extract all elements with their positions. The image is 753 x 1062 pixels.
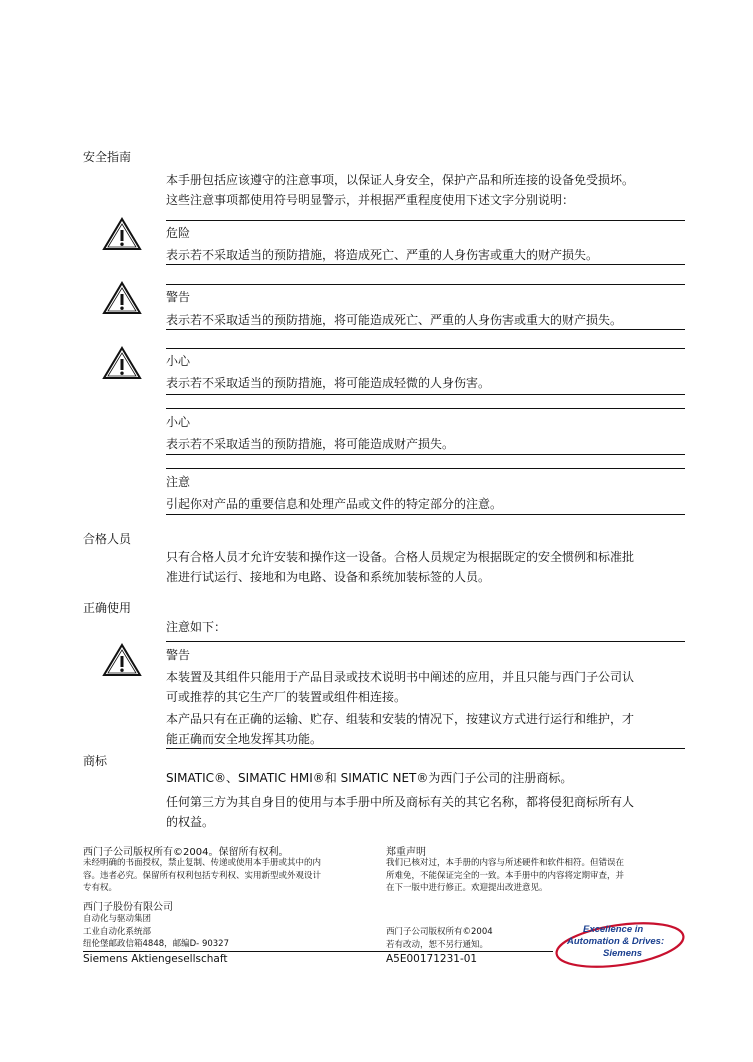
proper-use-line: 本产品只有在正确的运输、贮存、组装和安装的情况下，按建议方式进行运行和维护，才: [166, 712, 635, 726]
block-rule-bottom: [166, 454, 685, 455]
safety-intro-line: 这些注意事项都使用符号明显警示，并根据严重程度使用下述文字分别说明：: [166, 193, 575, 207]
block-text-notice: 引起你对产品的重要信息和处理产品或文件的特定部分的注意。: [166, 497, 503, 511]
proper-use-line: 可或推荐的其它生产厂的装置或组件相连接。: [166, 690, 407, 704]
address-line: 工业自动化系统部: [83, 926, 152, 937]
block-rule-bottom: [166, 264, 685, 265]
safety-intro-line: 本手册包括应该遵守的注意事项，以保证人身安全，保护产品和所连接的设备免受损坏。: [166, 173, 635, 187]
trademarks-line: SIMATIC®、SIMATIC HMI®和 SIMATIC NET®为西门子公司的注册商标。: [166, 771, 573, 785]
disclaimer-text: [386, 857, 681, 895]
safety-intro: [166, 170, 686, 210]
logo-line-2: Automation & Drives:: [567, 936, 665, 947]
block-rule-bottom: [166, 394, 685, 395]
section-label-safety: 安全指南: [83, 150, 132, 164]
disclaimer-title: 郑重声明: [386, 847, 426, 858]
disclaimer-line: 在下一版中进行修正。欢迎提出改进意见。: [386, 883, 548, 893]
warning-triangle-icon: [102, 281, 142, 315]
block-rule-bottom: [166, 514, 685, 515]
block-rule-top: [166, 641, 685, 642]
block-title-warning: 警告: [166, 290, 191, 304]
section-label-proper-use: 正确使用: [83, 601, 132, 615]
copyright-line: 容。违者必究。保留所有权利包括专利权、实用新型或外观设计: [83, 870, 322, 881]
block-rule-top: [166, 468, 685, 469]
block-text-warning: 表示若不采取适当的预防措施，将可能造成死亡、严重的人身伤害或重大的财产损失。: [166, 313, 623, 327]
block-title-danger: 危险: [166, 226, 191, 240]
copyright-2004: 西门子公司版权所有©2004: [386, 927, 493, 937]
siemens-logo: [553, 918, 687, 970]
disclaimer-line: 所难免，不能保证完全的一致。本手册中的内容将定期审查，并: [386, 870, 625, 881]
warning-triangle-icon: [102, 346, 142, 380]
company-address: [83, 913, 229, 951]
logo-line-3: Siemens: [603, 948, 643, 959]
block-text-caution-property: 表示若不采取适当的预防措施，将可能造成财产损失。: [166, 437, 455, 451]
change-notice: 若有改动，恕不另行通知。: [386, 940, 489, 950]
trademarks-para-line: 任何第三方为其自身目的使用与本手册中所及商标有关的其它名称，都将侵犯商标所有人: [166, 795, 635, 809]
block-rule-top: [166, 408, 685, 409]
block-title-notice: 注意: [166, 475, 191, 489]
trademarks-para-line: 的权益。: [166, 815, 215, 829]
copyright-title: 西门子公司版权所有©2004。保留所有权利。: [83, 847, 289, 858]
section-label-trademarks: 商标: [83, 754, 108, 768]
warning-triangle-icon: [102, 643, 142, 677]
proper-use-line: 本装置及其组件只能用于产品目录或技术说明书中阐述的应用，并且只能与西门子公司认: [166, 670, 635, 684]
address-line: 自动化与驱动集团: [83, 914, 152, 924]
block-rule-bottom: [166, 748, 685, 749]
company-name: 西门子股份有限公司: [83, 902, 173, 913]
copyright-line: 未经明确的书面授权，禁止复制、传递或使用本手册或其中的内: [83, 858, 322, 868]
proper-use-para1: [166, 667, 686, 707]
qualified-line: 只有合格人员才允许安装和操作这一设备。合格人员规定为根据既定的安全惯例和标准批: [166, 550, 635, 564]
block-title-caution: 小心: [166, 354, 191, 368]
qualified-text: [166, 547, 686, 587]
block-rule-top: [166, 220, 685, 221]
proper-use-para2: [166, 709, 686, 749]
block-text-danger: 表示若不采取适当的预防措施，将造成死亡、严重的人身伤害或重大的财产损失。: [166, 248, 599, 262]
copyright-text: [83, 857, 378, 895]
block-title-caution-property: 小心: [166, 415, 191, 429]
proper-use-line: 能正确而安全地发挥其功能。: [166, 732, 323, 746]
warning-triangle-icon: [102, 217, 142, 251]
section-label-qualified: 合格人员: [83, 532, 132, 546]
address-line: 纽伦堡邮政信箱4848，邮编D- 90327: [83, 939, 229, 949]
block-rule-top: [166, 348, 685, 349]
copyright-line: 专有权。: [83, 883, 118, 893]
proper-use-intro: 注意如下：: [166, 620, 227, 634]
disclaimer-line: 我们已核对过，本手册的内容与所述硬件和软件相符。但错误在: [386, 858, 625, 868]
logo-line-1: Excellence in: [583, 924, 644, 935]
qualified-line: 准进行试运行、接地和为电路、设备和系统加装标签的人员。: [166, 570, 491, 584]
block-title-warning-use: 警告: [166, 648, 191, 662]
block-rule-bottom: [166, 329, 685, 330]
order-number: A5E00171231-01: [386, 953, 478, 965]
block-rule-top: [166, 284, 685, 285]
block-text-caution: 表示若不采取适当的预防措施，将可能造成轻微的人身伤害。: [166, 376, 491, 390]
trademarks-para: [166, 792, 686, 832]
company-name-de: Siemens Aktiengesellschaft: [83, 953, 228, 965]
